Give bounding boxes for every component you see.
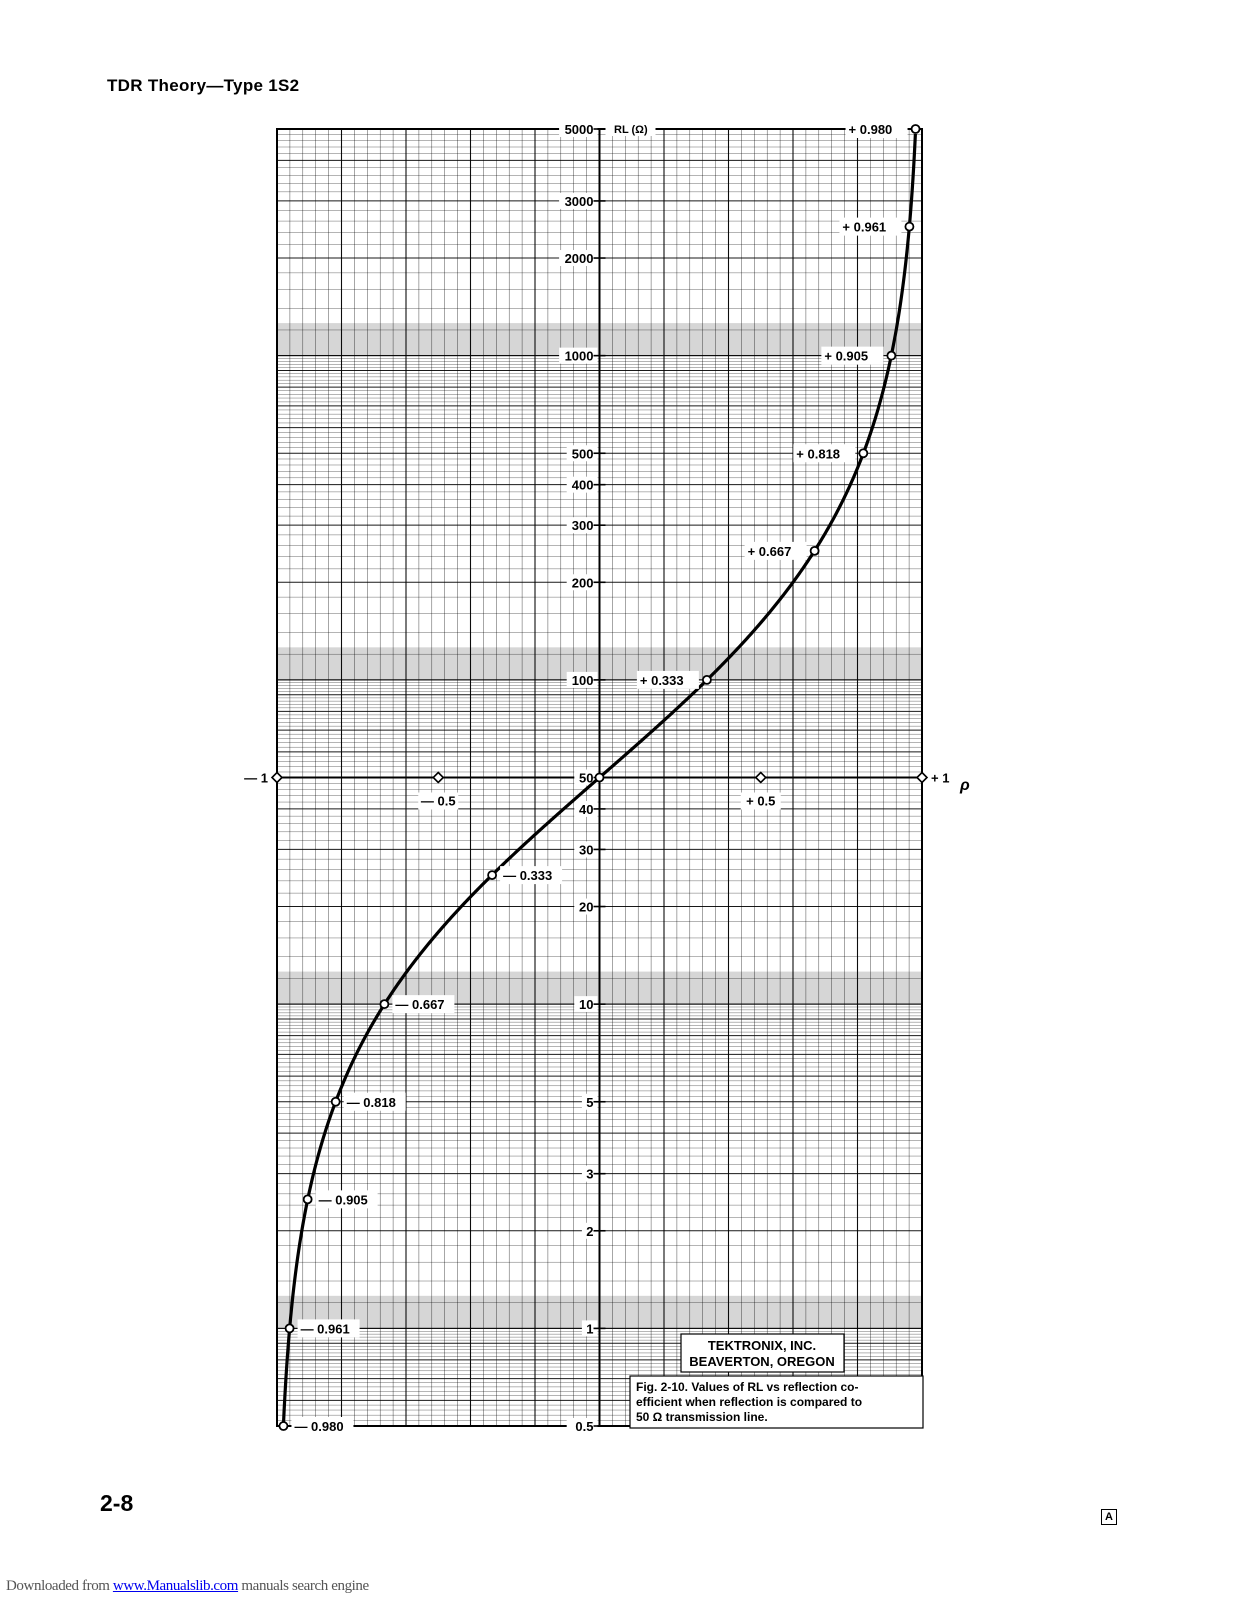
data-point (380, 1000, 388, 1008)
footer-suffix: manuals search engine (238, 1578, 369, 1594)
point-label: + 0.980 (848, 122, 893, 137)
x-axis-label: + 1 (931, 770, 950, 786)
y-tick-label: 400 (571, 477, 594, 493)
y-tick-label: 200 (571, 575, 594, 591)
point-label: — 0.980 (294, 1419, 344, 1434)
point-label: + 0.333 (639, 672, 684, 688)
y-tick-label: 40 (579, 801, 594, 817)
point-label: + 0.905 (824, 348, 869, 364)
x-axis-marker (272, 773, 282, 783)
point-label: + 0.818 (796, 446, 841, 462)
y-tick-label: 10 (579, 997, 594, 1013)
y-tick-label: 20 (579, 899, 594, 915)
page-header: TDR Theory—Type 1S2 (107, 76, 300, 95)
y-tick-label: 1 (586, 1321, 594, 1337)
data-point (286, 1324, 294, 1332)
company-line-1: TEKTRONIX, INC. (707, 1338, 817, 1353)
y-tick-label: 0.5 (575, 1419, 594, 1434)
y-tick-label: 100 (571, 672, 594, 688)
y-tick-label: 2 (586, 1223, 594, 1239)
point-label: — 0.333 (503, 868, 553, 884)
data-point (811, 547, 819, 555)
data-point (488, 871, 496, 879)
y-tick-label: 5 (586, 1094, 594, 1110)
company-box (681, 1334, 844, 1372)
data-point (279, 1422, 287, 1430)
data-point (304, 1195, 312, 1203)
page-number: 2-8 (100, 1490, 134, 1516)
x-axis-label: — 1 (244, 770, 268, 786)
data-point (912, 125, 920, 133)
x-axis-marker (433, 773, 443, 783)
y-tick-label: 50 (579, 770, 594, 786)
y-tick-label: 300 (571, 518, 594, 534)
footer-link[interactable]: www.Manualslib.com (112, 1578, 239, 1594)
y-axis-title: RL (Ω) (614, 124, 648, 136)
data-point (703, 676, 711, 684)
footer (6, 1578, 369, 1595)
revision-mark: A (1101, 1509, 1117, 1525)
x-axis-marker (917, 773, 927, 783)
point-label: — 0.818 (346, 1094, 396, 1110)
x-axis-label: + 0.5 (746, 793, 776, 809)
data-point (596, 774, 604, 782)
data-point (332, 1098, 340, 1106)
point-label: — 0.667 (395, 997, 445, 1013)
y-tick-label: 2000 (564, 251, 594, 267)
point-label: + 0.961 (842, 219, 887, 235)
y-tick-label: 5000 (564, 122, 594, 137)
point-label: + 0.667 (747, 543, 792, 559)
company-line-2: BEAVERTON, OREGON (689, 1354, 835, 1369)
caption-line-3: 50 Ω transmission line. (636, 1410, 768, 1424)
y-tick-label: 3000 (564, 193, 594, 209)
x-axis-label: — 0.5 (420, 793, 456, 809)
point-label: — 0.961 (300, 1321, 350, 1337)
y-tick-label: 3 (586, 1166, 594, 1182)
y-tick-label: 30 (579, 842, 594, 858)
caption-line-1: Fig. 2-10. Values of RL vs reflection co- (636, 1380, 859, 1394)
footer-prefix: Downloaded from (6, 1578, 113, 1594)
data-point (905, 223, 913, 231)
x-axis-title: ρ (960, 777, 970, 794)
x-axis-marker (756, 773, 766, 783)
point-label: — 0.905 (318, 1192, 368, 1208)
caption-box (630, 1376, 923, 1428)
data-point (859, 449, 867, 457)
caption-line-2: efficient when reflection is compared to (636, 1395, 863, 1409)
y-tick-label: 1000 (564, 348, 594, 364)
data-point (887, 352, 895, 360)
y-tick-label: 500 (571, 446, 594, 462)
